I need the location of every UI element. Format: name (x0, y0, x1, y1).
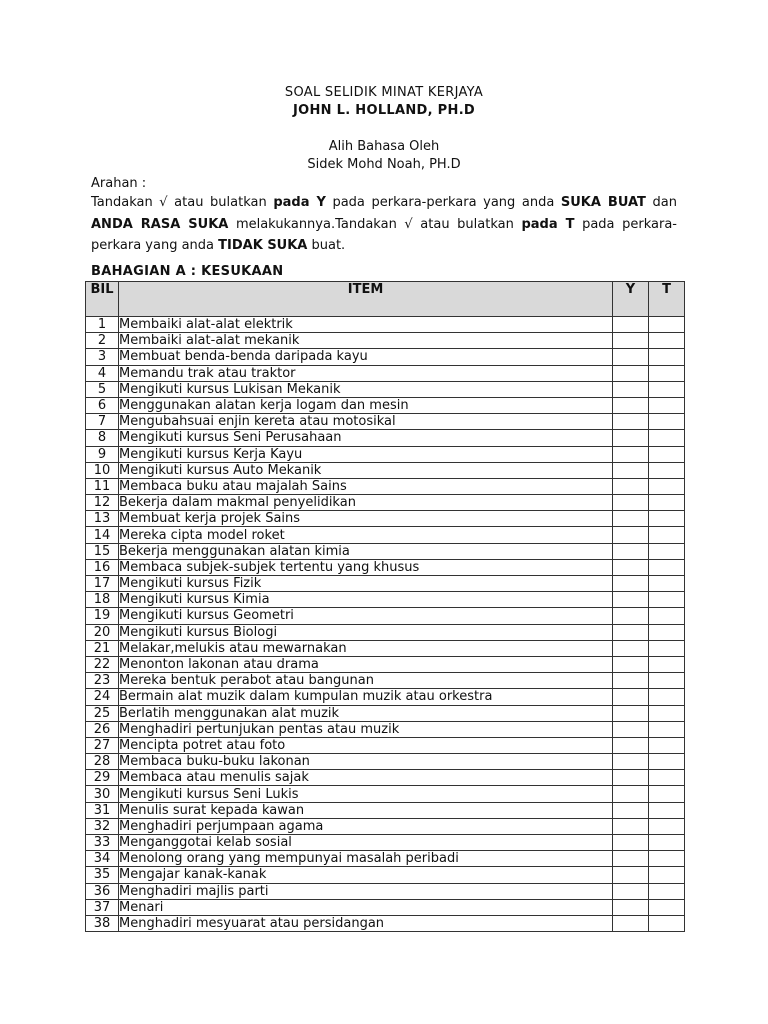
answer-y-cell[interactable] (613, 835, 649, 851)
row-item: Memandu trak atau traktor (119, 365, 613, 381)
row-item: Menonton lakonan atau drama (119, 656, 613, 672)
answer-y-cell[interactable] (613, 559, 649, 575)
row-item: Menghadiri majlis parti (119, 883, 613, 899)
answer-y-cell[interactable] (613, 576, 649, 592)
row-number: 20 (86, 624, 119, 640)
translator-name: Sidek Mohd Noah, PH.D (307, 157, 461, 172)
table-row (86, 624, 685, 640)
instructions-label: Arahan : (91, 176, 147, 191)
answer-t-cell[interactable] (649, 333, 685, 349)
row-number: 29 (86, 770, 119, 786)
answer-y-cell[interactable] (613, 656, 649, 672)
row-number: 10 (86, 462, 119, 478)
answer-t-cell[interactable] (649, 462, 685, 478)
row-item: Menganggotai kelab sosial (119, 835, 613, 851)
answer-t-cell[interactable] (649, 592, 685, 608)
answer-t-cell[interactable] (649, 624, 685, 640)
answer-y-cell[interactable] (613, 737, 649, 753)
row-number: 27 (86, 737, 119, 753)
row-item: Mengikuti kursus Biologi (119, 624, 613, 640)
row-number: 7 (86, 414, 119, 430)
answer-y-cell[interactable] (613, 608, 649, 624)
row-item: Membaca buku atau majalah Sains (119, 478, 613, 494)
row-number: 34 (86, 851, 119, 867)
row-item: Bekerja dalam makmal penyelidikan (119, 495, 613, 511)
row-number: 15 (86, 543, 119, 559)
answer-y-cell[interactable] (613, 462, 649, 478)
table-row (86, 608, 685, 624)
table-row (86, 317, 685, 333)
row-number: 1 (86, 317, 119, 333)
answer-y-cell[interactable] (613, 721, 649, 737)
table-row (86, 835, 685, 851)
table-row (86, 802, 685, 818)
row-item: Bermain alat muzik dalam kumpulan muzik atau orkestra (119, 689, 613, 705)
answer-y-cell[interactable] (613, 867, 649, 883)
row-number: 19 (86, 608, 119, 624)
row-number: 31 (86, 802, 119, 818)
row-item: Mengikuti kursus Lukisan Mekanik (119, 381, 613, 397)
answer-y-cell[interactable] (613, 446, 649, 462)
answer-y-cell[interactable] (613, 640, 649, 656)
header-bil: BIL (86, 282, 119, 317)
row-number: 32 (86, 818, 119, 834)
table-row (86, 689, 685, 705)
answer-t-cell[interactable] (649, 576, 685, 592)
answer-t-cell[interactable] (649, 446, 685, 462)
table-row (86, 414, 685, 430)
row-number: 30 (86, 786, 119, 802)
answer-y-cell[interactable] (613, 624, 649, 640)
table-row (86, 705, 685, 721)
table-row (86, 478, 685, 494)
row-number: 23 (86, 673, 119, 689)
row-number: 38 (86, 915, 119, 931)
row-item: Mengikuti kursus Kerja Kayu (119, 446, 613, 462)
row-item: Menghadiri mesyuarat atau persidangan (119, 915, 613, 931)
row-item: Membuat benda-benda daripada kayu (119, 349, 613, 365)
table-row (86, 576, 685, 592)
row-number: 13 (86, 511, 119, 527)
row-number: 4 (86, 365, 119, 381)
answer-y-cell[interactable] (613, 365, 649, 381)
answer-y-cell[interactable] (613, 333, 649, 349)
row-number: 3 (86, 349, 119, 365)
answer-t-cell[interactable] (649, 899, 685, 915)
answer-t-cell[interactable] (649, 511, 685, 527)
row-number: 6 (86, 397, 119, 413)
table-row (86, 527, 685, 543)
table-row (86, 446, 685, 462)
row-number: 11 (86, 478, 119, 494)
row-number: 21 (86, 640, 119, 656)
answer-t-cell[interactable] (649, 786, 685, 802)
document-title: SOAL SELIDIK MINAT KERJAYA (284, 85, 484, 100)
row-item: Mengikuti kursus Geometri (119, 608, 613, 624)
row-number: 9 (86, 446, 119, 462)
answer-t-cell[interactable] (649, 835, 685, 851)
answer-y-cell[interactable] (613, 689, 649, 705)
table-row (86, 786, 685, 802)
answer-t-cell[interactable] (649, 365, 685, 381)
table-header-row (86, 282, 685, 317)
survey-table (85, 281, 685, 932)
row-number: 37 (86, 899, 119, 915)
instr-part: buat. (307, 238, 346, 253)
table-row (86, 867, 685, 883)
instr-part: pada perkara-perkara yang anda (91, 216, 677, 253)
row-item: Mengikuti kursus Seni Lukis (119, 786, 613, 802)
table-row (86, 430, 685, 446)
answer-y-cell[interactable] (613, 527, 649, 543)
row-number: 35 (86, 867, 119, 883)
answer-y-cell[interactable] (613, 883, 649, 899)
table-row (86, 851, 685, 867)
answer-t-cell[interactable] (649, 495, 685, 511)
row-item: Menghadiri pertunjukan pentas atau muzik (119, 721, 613, 737)
row-item: Bekerja menggunakan alatan kimia (119, 543, 613, 559)
answer-t-cell[interactable] (649, 673, 685, 689)
answer-t-cell[interactable] (649, 737, 685, 753)
row-item: Mengikuti kursus Kimia (119, 592, 613, 608)
row-item: Mengajar kanak-kanak (119, 867, 613, 883)
row-item: Mereka cipta model roket (119, 527, 613, 543)
table-row (86, 333, 685, 349)
row-item: Mengikuti kursus Auto Mekanik (119, 462, 613, 478)
table-row (86, 349, 685, 365)
row-number: 18 (86, 592, 119, 608)
answer-t-cell[interactable] (649, 608, 685, 624)
answer-y-cell[interactable] (613, 851, 649, 867)
answer-y-cell[interactable] (613, 770, 649, 786)
table-row (86, 397, 685, 413)
instr-bold: SUKA BUAT (560, 195, 646, 210)
table-row (86, 818, 685, 834)
row-item: Melakar,melukis atau mewarnakan (119, 640, 613, 656)
answer-t-cell[interactable] (649, 478, 685, 494)
table-row (86, 592, 685, 608)
row-item: Menggunakan alatan kerja logam dan mesin (119, 397, 613, 413)
row-number: 25 (86, 705, 119, 721)
instr-bold: pada T (521, 216, 575, 232)
table-row (86, 365, 685, 381)
instr-part: pada perkara-perkara yang anda (325, 195, 561, 210)
row-item: Membaca buku-buku lakonan (119, 754, 613, 770)
answer-t-cell[interactable] (649, 851, 685, 867)
table-row (86, 721, 685, 737)
row-item: Membuat kerja projek Sains (119, 511, 613, 527)
answer-t-cell[interactable] (649, 414, 685, 430)
row-number: 2 (86, 333, 119, 349)
table-row (86, 511, 685, 527)
row-number: 17 (86, 576, 119, 592)
row-number: 28 (86, 754, 119, 770)
row-item: Membaiki alat-alat elektrik (119, 317, 613, 333)
row-number: 5 (86, 381, 119, 397)
answer-y-cell[interactable] (613, 317, 649, 333)
instr-part: melakukannya.Tandakan √ atau bulatkan (228, 216, 522, 232)
row-item: Membaca atau menulis sajak (119, 770, 613, 786)
row-number: 14 (86, 527, 119, 543)
table-row (86, 640, 685, 656)
answer-t-cell[interactable] (649, 317, 685, 333)
answer-y-cell[interactable] (613, 592, 649, 608)
answer-y-cell[interactable] (613, 802, 649, 818)
header-y: Y (613, 282, 649, 317)
row-number: 22 (86, 656, 119, 672)
instructions-text (91, 192, 677, 257)
table-row (86, 543, 685, 559)
table-row (86, 462, 685, 478)
table-row (86, 673, 685, 689)
row-number: 26 (86, 721, 119, 737)
answer-t-cell[interactable] (649, 349, 685, 365)
row-item: Mengikuti kursus Seni Perusahaan (119, 430, 613, 446)
answer-t-cell[interactable] (649, 397, 685, 413)
answer-t-cell[interactable] (649, 754, 685, 770)
header-t: T (649, 282, 685, 317)
answer-y-cell[interactable] (613, 478, 649, 494)
answer-t-cell[interactable] (649, 721, 685, 737)
answer-t-cell[interactable] (649, 883, 685, 899)
header-item: ITEM (119, 282, 613, 317)
table-row (86, 495, 685, 511)
row-item: Menolong orang yang mempunyai masalah peribadi (119, 851, 613, 867)
row-item: Menghadiri perjumpaan agama (119, 818, 613, 834)
answer-y-cell[interactable] (613, 381, 649, 397)
answer-t-cell[interactable] (649, 770, 685, 786)
row-item: Mereka bentuk perabot atau bangunan (119, 673, 613, 689)
answer-y-cell[interactable] (613, 899, 649, 915)
answer-t-cell[interactable] (649, 802, 685, 818)
answer-y-cell[interactable] (613, 818, 649, 834)
translation-label: Alih Bahasa Oleh (328, 139, 440, 154)
table-row (86, 559, 685, 575)
row-item: Mengikuti kursus Fizik (119, 576, 613, 592)
row-number: 33 (86, 835, 119, 851)
answer-t-cell[interactable] (649, 543, 685, 559)
section-title: BAHAGIAN A : KESUKAAN (91, 264, 284, 279)
document-author: JOHN L. HOLLAND, PH.D (292, 103, 476, 118)
answer-y-cell[interactable] (613, 511, 649, 527)
answer-y-cell[interactable] (613, 414, 649, 430)
instr-part: dan (645, 195, 677, 210)
answer-y-cell[interactable] (613, 673, 649, 689)
answer-t-cell[interactable] (649, 640, 685, 656)
instr-bold: ANDA RASA SUKA (91, 216, 229, 232)
answer-t-cell[interactable] (649, 818, 685, 834)
answer-y-cell[interactable] (613, 754, 649, 770)
table-row (86, 754, 685, 770)
answer-y-cell[interactable] (613, 915, 649, 931)
answer-t-cell[interactable] (649, 527, 685, 543)
instr-bold: pada Y (273, 195, 326, 210)
row-item: Menulis surat kepada kawan (119, 802, 613, 818)
table-row (86, 883, 685, 899)
row-item: Menari (119, 899, 613, 915)
answer-t-cell[interactable] (649, 689, 685, 705)
answer-t-cell[interactable] (649, 705, 685, 721)
answer-y-cell[interactable] (613, 495, 649, 511)
table-row (86, 656, 685, 672)
table-row (86, 737, 685, 753)
answer-y-cell[interactable] (613, 397, 649, 413)
answer-t-cell[interactable] (649, 867, 685, 883)
row-number: 8 (86, 430, 119, 446)
table-row (86, 899, 685, 915)
answer-y-cell[interactable] (613, 705, 649, 721)
row-item: Membaca subjek-subjek tertentu yang khusus (119, 559, 613, 575)
row-number: 36 (86, 883, 119, 899)
answer-t-cell[interactable] (649, 915, 685, 931)
instr-part: Tandakan √ atau bulatkan (91, 195, 274, 210)
row-item: Mencipta potret atau foto (119, 737, 613, 753)
row-item: Mengubahsuai enjin kereta atau motosikal (119, 414, 613, 430)
answer-t-cell[interactable] (649, 430, 685, 446)
answer-t-cell[interactable] (649, 381, 685, 397)
row-number: 12 (86, 495, 119, 511)
answer-t-cell[interactable] (649, 559, 685, 575)
row-item: Berlatih menggunakan alat muzik (119, 705, 613, 721)
table-row (86, 915, 685, 931)
answer-y-cell[interactable] (613, 786, 649, 802)
answer-t-cell[interactable] (649, 656, 685, 672)
table-row (86, 381, 685, 397)
table-row (86, 770, 685, 786)
answer-y-cell[interactable] (613, 543, 649, 559)
row-number: 16 (86, 559, 119, 575)
row-number: 24 (86, 689, 119, 705)
answer-y-cell[interactable] (613, 430, 649, 446)
answer-y-cell[interactable] (613, 349, 649, 365)
row-item: Membaiki alat-alat mekanik (119, 333, 613, 349)
instr-bold: TIDAK SUKA (218, 238, 308, 253)
